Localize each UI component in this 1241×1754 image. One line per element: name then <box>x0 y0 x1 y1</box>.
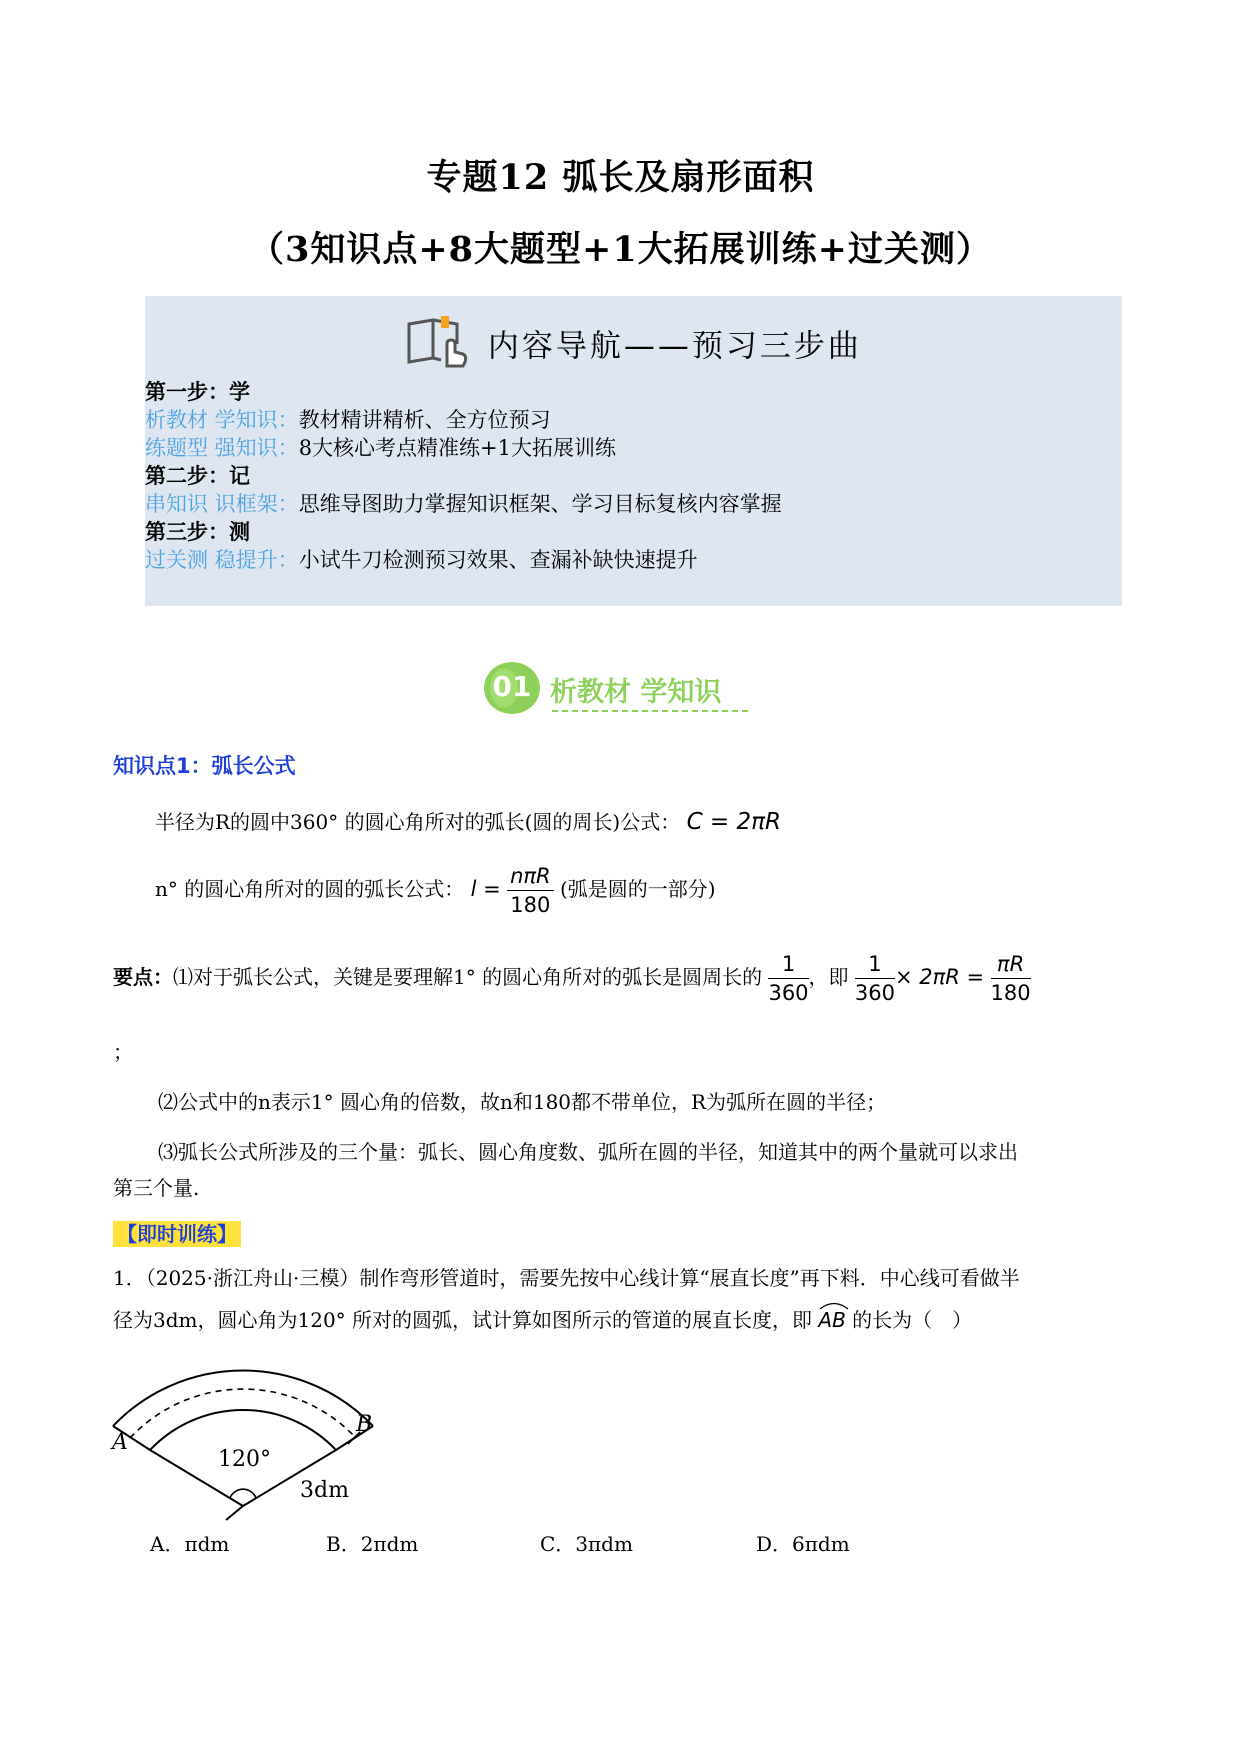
formula1-line <box>155 806 781 835</box>
formula2-lhs: l = <box>470 877 501 901</box>
keypoint1-frac1 <box>768 950 808 1007</box>
content-navigation-box <box>145 296 1122 606</box>
nav-row4 <box>145 546 698 574</box>
nav-row3 <box>145 490 782 518</box>
keypoint1-frac2 <box>855 950 895 1007</box>
question1-text-b: 的长为（ ） <box>852 1308 973 1332</box>
doc-title-line1: 专题12 弧长及扇形面积 <box>426 157 815 198</box>
figure-radius: 3dm <box>300 1478 349 1503</box>
nav-step1: 第一步：学 <box>145 380 250 404</box>
nav-heading-text: 内容导航——预习三步曲 <box>487 328 862 365</box>
keypoint1-frac2-den: 360 <box>854 981 895 1005</box>
option-c-value: 3πdm <box>575 1532 633 1556</box>
option-d-value: 6πdm <box>792 1532 850 1556</box>
formula2-fraction <box>507 862 554 919</box>
keypoint1-line <box>113 950 1031 1007</box>
formula2-note: (弧是圆的一部分) <box>559 877 716 901</box>
formula1-text: 半径为R的圆中360° 的圆心角所对的弧长(圆的周长)公式： <box>155 810 681 834</box>
section-underline <box>552 710 748 712</box>
option-a-letter: A． <box>150 1532 185 1556</box>
keypoint1-text: ⑴对于弧长公式，关键是要理解1° 的圆心角所对的弧长是圆周长的 <box>173 965 763 989</box>
formula1-expr: C = 2πR <box>686 809 781 835</box>
nav-row2 <box>145 434 616 462</box>
option-b[interactable] <box>326 1528 418 1557</box>
keypoint1-times: × 2πR = <box>895 965 985 989</box>
doc-title-line2: （3知识点+8大题型+1大拓展训练+过关测） <box>248 229 993 270</box>
keypoint1-frac3-den: 180 <box>990 981 1031 1005</box>
option-d[interactable] <box>756 1528 850 1557</box>
keypoints-label: 要点： <box>113 965 173 989</box>
keypoint1-frac3-num: πR <box>991 950 1031 979</box>
nav-row1 <box>145 406 551 434</box>
keypoint3-line2: 第三个量. <box>113 1176 200 1200</box>
nav-row2-text: 8大核心考点精准练+1大拓展训练 <box>298 436 617 460</box>
section-header <box>482 660 762 720</box>
figure-label-b: B <box>356 1412 373 1437</box>
option-c[interactable] <box>540 1528 633 1557</box>
section-number: 01 <box>492 670 532 703</box>
nav-step3: 第三步：测 <box>145 520 250 544</box>
formula2-line <box>155 862 716 919</box>
nav-row1-label: 析教材 学知识： <box>145 408 299 432</box>
formula2-text: n° 的圆心角所对的圆的弧长公式： <box>155 877 465 901</box>
option-c-letter: C． <box>540 1532 576 1556</box>
keypoint1-frac3 <box>991 950 1031 1007</box>
nav-row3-text: 思维导图助力掌握知识框架、学习目标复核内容掌握 <box>298 492 782 516</box>
option-a[interactable] <box>150 1528 229 1557</box>
nav-row1-text: 教材精讲精析、全方位预习 <box>298 408 551 432</box>
figure-label-a: A <box>112 1430 128 1455</box>
nav-step2: 第二步：记 <box>145 464 250 488</box>
option-b-value: 2πdm <box>360 1532 419 1556</box>
option-d-letter: D． <box>756 1532 793 1556</box>
keypoint1-end: ； <box>113 1040 133 1064</box>
book-pointer-icon <box>405 310 471 376</box>
question1-line2 <box>113 1304 972 1333</box>
nav-row4-label: 过关测 稳提升： <box>145 548 299 572</box>
keypoint1-frac2-num: 1 <box>855 950 895 979</box>
option-b-letter: B． <box>326 1532 361 1556</box>
question1-text-a: 径为3dm，圆心角为120° 所对的圆弧，试计算如图所示的管道的展直长度，即 <box>113 1308 813 1332</box>
keypoint1-mid: ，即 <box>808 965 849 989</box>
nav-row4-text: 小试牛刀检测预习效果、查漏补缺快速提升 <box>298 548 698 572</box>
nav-row2-label: 练题型 强知识： <box>145 436 299 460</box>
keypoint1-frac1-num: 1 <box>768 950 808 979</box>
option-a-value: πdm <box>184 1532 230 1556</box>
keypoint3-line1: ⑶弧长公式所涉及的三个量：弧长、圆心角度数、弧所在圆的半径，知道其中的两个量就可以求出 <box>158 1140 1018 1164</box>
knowledge-point-heading: 知识点1：弧长公式 <box>113 754 296 778</box>
question1-line1: 1．（2025·浙江舟山·三模）制作弯形管道时，需要先按中心线计算“展直长度”再下料．中心线可看做半 <box>113 1266 1020 1290</box>
practice-tag <box>113 1218 241 1247</box>
figure-angle: 120° <box>218 1447 271 1472</box>
nav-heading <box>145 310 1122 376</box>
arc-mark-icon <box>818 1300 850 1310</box>
question1-arc-label: AB <box>818 1308 846 1332</box>
formula2-den: 180 <box>510 893 551 917</box>
keypoint1-frac1-den: 360 <box>768 981 809 1005</box>
formula2-num: nπR <box>507 862 554 891</box>
section-title: 析教材 学知识 <box>550 677 722 708</box>
practice-tag-text: 【即时训练】 <box>113 1221 241 1247</box>
keypoint2: ⑵公式中的n表示1° 圆心角的倍数，故n和180都不带单位，R为弧所在圆的半径； <box>158 1090 887 1114</box>
question1-arc-ab <box>818 1308 845 1332</box>
nav-row3-label: 串知识 识框架： <box>145 492 299 516</box>
